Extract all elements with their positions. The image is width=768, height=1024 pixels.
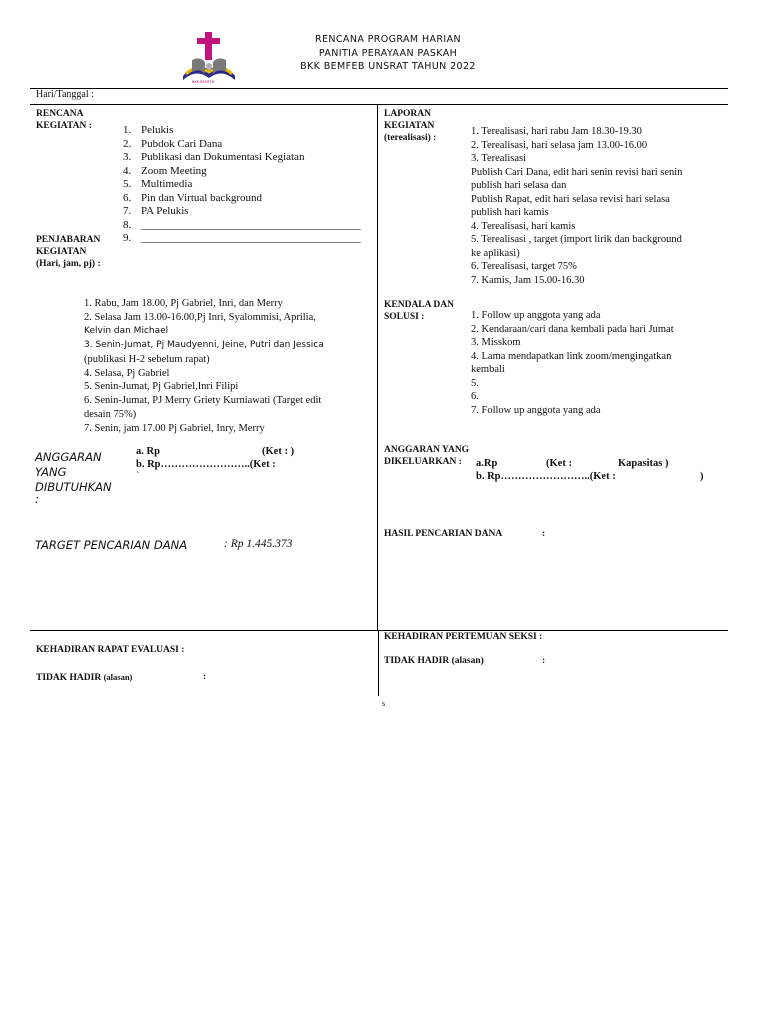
hari-tanggal-label: Hari/Tanggal :: [36, 89, 94, 100]
laporan-line: 5. Terealisasi , target (import lirik dan background: [471, 234, 682, 245]
dikeluarkan-label-line: DIKELUARKAN :: [384, 457, 462, 467]
tidak-hadir-right-colon: :: [542, 656, 546, 666]
list-item: [123, 192, 360, 206]
anggaran-a-ket: (Ket : ): [262, 446, 295, 457]
anggaran-label-line: YANG: [35, 465, 67, 479]
dikeluarkan-b-close: ): [700, 471, 704, 482]
anggaran-label-line: ANGGARAN: [35, 450, 102, 464]
tidak-hadir-left-colon: :: [203, 672, 207, 682]
kehadiran-seksi-label: KEHADIRAN PERTEMUAN SEKSI :: [384, 632, 543, 642]
rencana-label-line: KEGIATAN :: [36, 121, 92, 131]
kendala-line: 3. Misskom: [471, 337, 521, 348]
dikeluarkan-a-ket: (Ket :: [546, 458, 572, 469]
laporan-line: Publish Cari Dana, edit hari senin revisi hari senin: [471, 166, 683, 178]
item-number: 1.: [123, 124, 132, 136]
header-title: [0, 33, 768, 74]
kendala-line: 7. Follow up anggota yang ada: [471, 404, 601, 416]
kendala-line: 6.: [471, 391, 479, 402]
alasan-text: (alasan): [451, 656, 484, 666]
laporan-line: 3. Terealisasi: [471, 153, 527, 164]
list-item: [123, 178, 360, 192]
column-divider: [377, 104, 378, 630]
list-item: [123, 205, 360, 219]
kehadiran-evaluasi-label: KEHADIRAN RAPAT EVALUASI :: [36, 645, 185, 655]
penjabaran-line: 1. Rabu, Jam 18.00, Pj Gabriel, Inri, dan Merry: [84, 298, 283, 309]
penjabaran-line: 7. Senin, jam 17.00 Pj Gabriel, Inry, Merry: [84, 423, 265, 435]
anggaran-dibutuhkan-label: [35, 450, 112, 506]
tidak-hadir-left-label: [36, 671, 132, 684]
item-number: 6.: [123, 191, 132, 204]
penjabaran-label-line: (Hari, jam, pj) :: [36, 259, 101, 269]
list-item: [123, 138, 360, 152]
penjabaran-kegiatan-label: [36, 234, 101, 270]
laporan-line: 6. Terealisasi, target 75%: [471, 261, 577, 272]
penjabaran-line: 6. Senin-Jumat, PJ Merry Griety Kurniawati (Target edit: [84, 395, 322, 407]
item-number: 8.: [123, 218, 132, 231]
kendala-line: 2. Kendaraan/cari dana kembali pada hari Jumat: [471, 323, 674, 335]
kendala-line: 1. Follow up anggota yang ada: [471, 310, 601, 321]
item-text: Pubdok Cari Dana: [141, 137, 223, 150]
anggaran-tick: `: [136, 471, 140, 482]
hari-rule: [30, 104, 728, 105]
laporan-label-line: LAPORAN: [384, 109, 431, 119]
item-number: 4.: [123, 164, 132, 177]
penjabaran-line: 3. Senin-Jumat, Pj Maudyenni, Jeine, Putri dan Jessica: [84, 339, 324, 350]
dikeluarkan-b: b. Rp……………………..(Ket :: [476, 471, 616, 482]
list-item: [123, 219, 360, 233]
penjabaran-list: [84, 297, 324, 436]
target-pencarian-value: : Rp 1.445.373: [224, 538, 293, 550]
laporan-list: [471, 125, 682, 287]
item-number: 5.: [123, 178, 132, 190]
penjabaran-line: desain 75%): [84, 409, 137, 421]
penjabaran-line: Kelvin dan Michael: [84, 325, 169, 336]
tidak-hadir-right-label: [384, 655, 484, 667]
bottom-section-rule: [30, 630, 728, 631]
item-text: PA Pelukis: [141, 205, 189, 217]
item-text: ___________________________________________: [141, 232, 361, 244]
bottom-divider: [378, 630, 379, 696]
title-line-1: RENCANA PROGRAM HARIAN: [314, 34, 462, 45]
hasil-pencarian-colon: :: [542, 529, 546, 539]
list-item: [123, 232, 360, 246]
dikeluarkan-label-line: ANGGARAN YANG: [384, 445, 470, 455]
item-number: 9.: [123, 232, 132, 244]
laporan-kegiatan-label: [384, 108, 436, 144]
title-line-2: PANITIA PERAYAAN PASKAH: [318, 47, 458, 59]
laporan-line: ke aplikasi): [471, 247, 520, 259]
anggaran-dikeluarkan-label: [384, 444, 469, 468]
kendala-label-line: SOLUSI :: [384, 312, 425, 322]
laporan-label-line: (terealisasi) :: [384, 133, 437, 143]
anggaran-label-line: DIBUTUHKAN: [35, 480, 112, 494]
laporan-line: publish hari kamis: [471, 207, 549, 218]
penjabaran-line: 5. Senin-Jumat, Pj Gabriel,Inri Filipi: [84, 381, 239, 393]
rencana-list: [123, 124, 360, 246]
laporan-line: Publish Rapat, edit hari selasa revisi hari selasa: [471, 193, 670, 205]
rencana-kegiatan-label: [36, 108, 92, 132]
penjabaran-label-line: KEGIATAN: [36, 247, 87, 257]
alasan-text: (alasan): [103, 672, 133, 682]
rencana-label-line: RENCANA: [36, 109, 84, 119]
kendala-line: 4. Lama mendapatkan link zoom/mengingatkan: [471, 350, 672, 362]
penjabaran-label-line: PENJABARAN: [36, 235, 101, 245]
anggaran-a: a. Rp: [136, 446, 160, 457]
item-text: Pin dan Virtual background: [141, 191, 263, 204]
kendala-label-line: KENDALA DAN: [384, 300, 454, 310]
laporan-line: 7. Kamis, Jam 15.00-16.30: [471, 274, 585, 286]
kendala-solusi-label: [384, 299, 454, 323]
laporan-line: publish hari selasa dan: [471, 180, 567, 191]
item-text: ___________________________________________: [141, 218, 361, 231]
item-text: Zoom Meeting: [141, 164, 207, 177]
stray-character: s: [382, 699, 386, 708]
item-number: 2.: [123, 137, 132, 150]
tidak-hadir-text: TIDAK HADIR: [384, 656, 450, 666]
laporan-label-line: KEGIATAN: [384, 121, 435, 131]
top-rule: [30, 88, 728, 89]
laporan-line: 4. Terealisasi, hari kamis: [471, 220, 576, 232]
penjabaran-line: 4. Selasa, Pj Gabriel: [84, 367, 170, 379]
list-item: [123, 124, 360, 138]
item-number: 7.: [123, 205, 132, 217]
tidak-hadir-text: TIDAK HADIR: [36, 673, 102, 683]
dikeluarkan-a-kapasitas: Kapasitas ): [618, 458, 669, 469]
target-pencarian-label: TARGET PENCARIAN DANA: [35, 538, 188, 552]
penjabaran-line: 2. Selasa Jam 13.00-16.00,Pj Inri, Syalommisi, Aprilia,: [84, 311, 316, 323]
hasil-pencarian-label: HASIL PENCARIAN DANA: [384, 529, 503, 539]
laporan-line: 2. Terealisasi, hari selasa jam 13.00-16.00: [471, 139, 648, 151]
list-item: [123, 165, 360, 179]
penjabaran-line: (publikasi H-2 sebelum rapat): [84, 353, 210, 365]
item-text: Pelukis: [141, 124, 174, 136]
kendala-line: kembali: [471, 364, 505, 375]
title-line-3: BKK BEMFEB UNSRAT TAHUN 2022: [300, 61, 476, 72]
item-text: Multimedia: [141, 178, 193, 190]
laporan-line: 1. Terealisasi, hari rabu Jam 18.30-19.30: [471, 126, 642, 137]
logo-caption: BKK BEMFEB: [192, 80, 215, 84]
dikeluarkan-a: a.Rp: [476, 458, 498, 469]
kendala-line: 5.: [471, 377, 479, 389]
list-item: [123, 151, 360, 165]
anggaran-colon: :: [35, 492, 39, 506]
item-number: 3.: [123, 151, 132, 163]
kendala-list: [471, 309, 674, 417]
anggaran-b: b. Rp……………………..(Ket :: [136, 459, 276, 470]
item-text: Publikasi dan Dokumentasi Kegiatan: [141, 151, 305, 163]
